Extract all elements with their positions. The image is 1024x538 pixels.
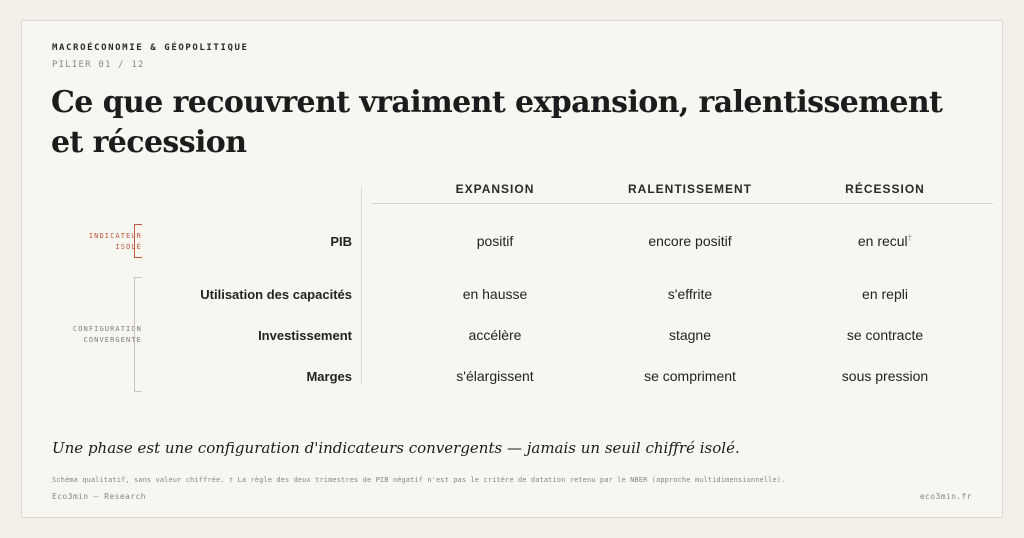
row-label-pib: PIB [330,234,352,249]
cell-utilisation-ralentissement: s'effrite [667,286,713,302]
cell-investissement-ralentissement: stagne [668,327,712,343]
column-header-expansion: EXPANSION [455,182,535,196]
cell-pib-recession [785,233,985,249]
slide-card [21,20,1003,518]
label-divider [361,187,362,383]
footer-brand: Eco3min — Research [52,492,146,501]
header-divider [372,203,993,204]
row-label-utilisation: Utilisation des capacités [200,287,352,302]
group-label-configuration-convergente [22,324,142,346]
dagger-mark: † [907,233,913,243]
group-label-line: CONFIGURATION [72,325,142,333]
cell-marges-expansion: s'élargissent [456,368,534,384]
page-title: Ce que recouvrent vraiment expansion, ralentissement et récession [51,85,943,160]
cell-marges-recession: sous pression [841,368,929,384]
cell-utilisation-expansion: en hausse [462,286,528,302]
cell-marges-ralentissement: se compriment [644,368,736,384]
cell-utilisation-recession: en repli [862,286,908,302]
cell-pib-expansion: positif [476,233,514,249]
cell-investissement-recession: se contracte [846,327,924,343]
column-header-recession: RÉCESSION [845,182,925,196]
kicker: MACROÉCONOMIE & GÉOPOLITIQUE [52,43,249,53]
group-label-line: CONVERGENTE [83,336,142,344]
footer-url[interactable]: eco3min.fr [919,492,972,501]
cell-investissement-expansion: accélère [468,327,522,343]
group-label-line: ISOLÉ [115,243,142,251]
group-bracket-indicateur [134,224,142,258]
column-header-ralentissement: RALENTISSEMENT [627,182,752,196]
group-bracket-configuration [134,277,142,392]
group-label-indicateur-isole [22,231,142,253]
footnote: Schéma qualitatif, sans valeur chiffrée. † La règle des deux trimestres de PIB négatif n'est pas le critère de datation retenu par le NBER (approche multidimensionnelle). [52,476,786,484]
cell-pib-ralentissement: encore positif [648,233,732,249]
row-label-investissement: Investissement [258,328,352,343]
pillar-counter: PILIER 01 / 12 [52,60,145,70]
cell-text: en recul [857,233,908,249]
group-label-line: INDICATEUR [88,232,142,240]
conclusion-text: Une phase est une configuration d'indicateurs convergents — jamais un seuil chiffré isolé. [52,439,740,457]
row-label-marges: Marges [306,369,352,384]
